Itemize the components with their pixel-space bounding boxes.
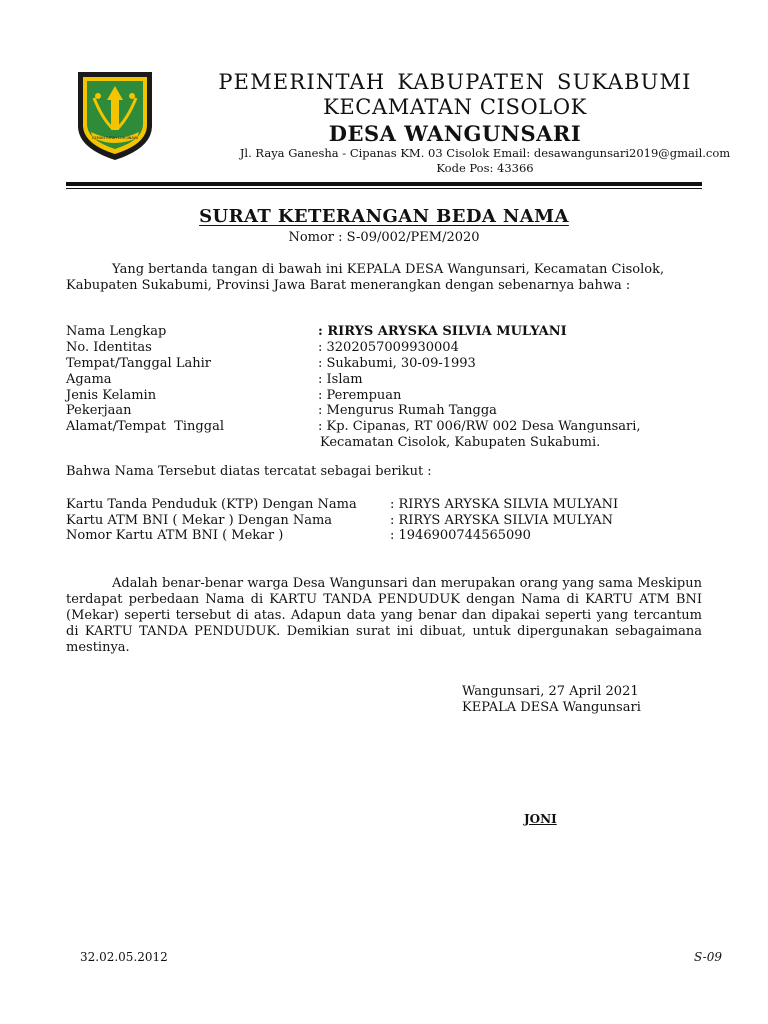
header-rule-thin bbox=[66, 188, 702, 189]
identity-label: Alamat/Tempat Tinggal bbox=[66, 419, 224, 434]
header-government: PEMERINTAH KABUPATEN SUKABUMI bbox=[218, 70, 692, 94]
identity-value: : Sukabumi, 30-09-1993 bbox=[318, 356, 476, 371]
header-postal-code: Kode Pos: 43366 bbox=[436, 161, 534, 175]
identity-value: : Mengurus Rumah Tangga bbox=[318, 403, 497, 418]
identity-address-continuation: Kecamatan Cisolok, Kabupaten Sukabumi. bbox=[320, 435, 601, 450]
record-label: Kartu Tanda Penduduk (KTP) Dengan Nama bbox=[66, 497, 357, 512]
header-rule-thick bbox=[66, 182, 702, 186]
closing-paragraph: Adalah benar-benar warga Desa Wangunsari dan merupakan orang yang sama Meskipun terdapat perbedaan Nama di KARTU TANDA PENDUDUK dengan Nama di KARTU ATM BNI (Mekar) seperti tersebut di atas. Adapun data yang benar dan dipakai seperti yang tercantum di KARTU TANDA PENDUDUK. Demikian surat ini dibuat, untuk dipergunakan sebagaimana mestinya. bbox=[66, 576, 702, 655]
record-value: : RIRYS ARYSKA SILVIA MULYAN bbox=[390, 513, 613, 528]
header-village: DESA WANGUNSARI bbox=[328, 121, 582, 146]
identity-value: : Islam bbox=[318, 372, 363, 387]
identity-value: : RIRYS ARYSKA SILVIA MULYANI bbox=[318, 324, 567, 339]
document-title-text: SURAT KETERANGAN BEDA NAMA bbox=[199, 206, 569, 227]
identity-label: Agama bbox=[66, 372, 112, 387]
footer-ref: S-09 bbox=[694, 950, 722, 964]
header-address: Jl. Raya Ganesha - Cipanas KM. 03 Cisolok Email: desawangunsari2019@gmail.com bbox=[239, 146, 731, 160]
opening-line-1: Yang bertanda tangan di bawah ini KEPALA DESA Wangunsari, Kecamatan Cisolok, bbox=[112, 262, 665, 277]
statement-line: Bahwa Nama Tersebut diatas tercatat sebagai berikut : bbox=[66, 464, 432, 479]
identity-value: : 3202057009930004 bbox=[318, 340, 459, 355]
opening-line-2: Kabupaten Sukabumi, Provinsi Jawa Barat menerangkan dengan sebenarnya bahwa : bbox=[66, 278, 631, 293]
signature-position: KEPALA DESA Wangunsari bbox=[462, 700, 641, 715]
footer-code: 32.02.05.2012 bbox=[80, 950, 168, 964]
signer-name: JONI bbox=[524, 812, 557, 826]
logo-motto: GEMAH RIPAH LOH JINAWI bbox=[91, 136, 139, 140]
identity-label: Pekerjaan bbox=[66, 403, 132, 418]
identity-label: Tempat/Tanggal Lahir bbox=[66, 356, 211, 371]
identity-label: No. Identitas bbox=[66, 340, 152, 355]
document-number: Nomor : S-09/002/PEM/2020 bbox=[288, 230, 480, 245]
header-district: KECAMATAN CISOLOK bbox=[323, 95, 587, 119]
record-label: Nomor Kartu ATM BNI ( Mekar ) bbox=[66, 528, 284, 543]
identity-value: : Kp. Cipanas, RT 006/RW 002 Desa Wangunsari, bbox=[318, 419, 641, 434]
record-value: : 1946900744565090 bbox=[390, 528, 531, 543]
document-title bbox=[0, 206, 768, 227]
record-label: Kartu ATM BNI ( Mekar ) Dengan Nama bbox=[66, 513, 333, 528]
identity-label: Jenis Kelamin bbox=[66, 388, 157, 403]
signature-place-date: Wangunsari, 27 April 2021 bbox=[462, 684, 639, 699]
record-value: : RIRYS ARYSKA SILVIA MULYANI bbox=[390, 497, 619, 512]
identity-label: Nama Lengkap bbox=[66, 324, 167, 339]
identity-value: : Perempuan bbox=[318, 388, 402, 403]
